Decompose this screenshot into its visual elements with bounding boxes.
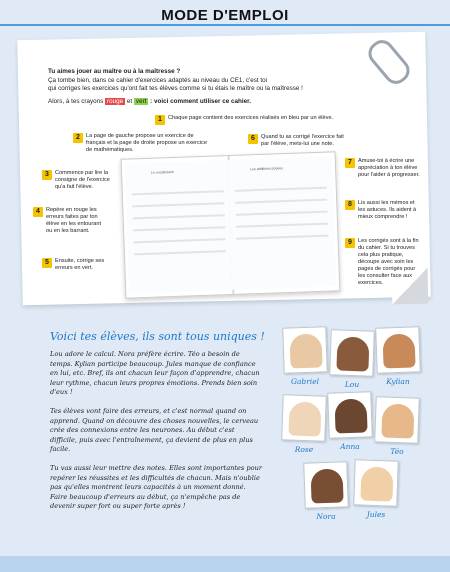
- red-highlight: rouge: [107, 97, 124, 105]
- text-line: [235, 187, 327, 192]
- paragraph: Lou adore le calcul. Nora préfère écrire. Téo a besoin de temps. Kylian participe beaucoup. Jules manque de confiance en lui, etc. Bref, ils ont chacun leur façon d'apprendre, chacun leur rythme, chacun leurs propres émotions. Prends bien soin d'eux !: [50, 350, 260, 397]
- callout-text: Ensuite, corrige ses erreurs en vert.: [55, 258, 105, 271]
- header-rule: [0, 24, 450, 26]
- student-portrait: [374, 396, 420, 444]
- student-name: Téo: [390, 447, 404, 456]
- callout-number: 1: [155, 115, 165, 125]
- student-name: Nora: [316, 512, 336, 521]
- student-name: Rose: [294, 445, 314, 454]
- footer-band: [0, 556, 450, 572]
- student-name: Lou: [344, 380, 360, 389]
- student-name: Anna: [340, 442, 360, 451]
- callout-5: [42, 258, 122, 272]
- left-page-label: Le vocabulaire: [151, 169, 174, 175]
- paragraph: Tu vas aussi leur mettre des notes. Elles sont importantes pour repérer les réussites et les difficultés de chacun. Mais n'oublie pas qu'elles montrent leurs capacités à un moment donné. Faire beaucoup d'erreurs au début, ça n'empêche pas de devenir super fort ou super forte après !: [50, 463, 262, 511]
- page-header: [0, 0, 450, 30]
- intro-question: Tu aimes jouer au maître ou à la maîtresse ?: [48, 68, 181, 75]
- text-line: [134, 250, 226, 255]
- intro-line-3: qui corriges les exercices qu'ont fait tes élèves comme si tu étais le maître ou la maîtresse !: [48, 85, 303, 92]
- student-name: Jules: [366, 510, 386, 519]
- student-face-icon: [289, 333, 322, 368]
- text-line: [235, 199, 327, 204]
- page-title: MODE D'EMPLOI: [161, 6, 289, 24]
- intro-text: [48, 68, 378, 110]
- text-line: [132, 190, 224, 195]
- callout-3: [42, 170, 122, 191]
- student-portrait: [375, 326, 421, 374]
- intro-line-4-end: : voici comment utiliser ce cahier.: [150, 97, 251, 105]
- student-portrait: [353, 459, 399, 507]
- callout-7: [345, 158, 425, 179]
- student-face-icon: [334, 398, 367, 433]
- student-face-icon: [381, 403, 414, 438]
- callout-text: Repère en rouge les erreurs faites par ton élève en les entourant ou en les barrant.: [46, 207, 102, 234]
- student-portrait: [282, 326, 328, 374]
- paragraph: Tes élèves vont faire des erreurs, et c'est normal quand on apprend. Quand on découvre des choses nouvelles, le cerveau crée des connexions entre les neurones. Au début c'est difficile, puis avec l'entraînement, ça devient de plus en plus facile.: [50, 406, 259, 454]
- callout-number: 9: [345, 238, 355, 248]
- callout-6: [248, 134, 353, 148]
- callout-9: [345, 238, 427, 287]
- text-line: [236, 223, 328, 228]
- callout-text: Quand tu as corrigé l'exercice fait par l'élève, mets-lui une note.: [261, 134, 344, 147]
- student-face-icon: [288, 401, 321, 436]
- right-page-label: Les additions posées: [249, 166, 284, 172]
- student-face-icon: [360, 466, 393, 501]
- intro-line-4-start: Alors, à tes crayons: [48, 97, 104, 105]
- intro-line-2: Ça tombe bien, dans ce cahier d'exercices adaptés au niveau du CE1, c'est toi: [48, 76, 268, 84]
- student-portrait: [281, 394, 327, 442]
- text-line: [133, 214, 225, 219]
- student-name: Gabriel: [290, 377, 320, 386]
- callout-number: 2: [73, 133, 83, 143]
- callout-number: 6: [248, 134, 258, 144]
- callout-4: [33, 207, 118, 235]
- student-portrait: [329, 329, 375, 377]
- callout-text: La page de gauche propose un exercice de français et la page de droite propose un exercice de mathématiques.: [86, 133, 207, 153]
- student-name: Kylian: [386, 377, 410, 386]
- callout-text: Lis aussi les mémos et les astuces. Ils aident à mieux comprendre !: [358, 200, 417, 220]
- intro-and: et: [126, 97, 133, 105]
- callout-number: 5: [42, 258, 52, 268]
- workbook-spread: [121, 151, 341, 298]
- callout-number: 7: [345, 158, 355, 168]
- callout-number: 4: [33, 207, 43, 217]
- callout-2: [73, 133, 223, 154]
- callout-text: Chaque page contient des exercices réalisés en bleu par un élève.: [168, 115, 334, 121]
- callout-text: Commence par lire la consigne de l'exercice qu'a fait l'élève.: [55, 170, 110, 190]
- student-portrait: [303, 461, 349, 509]
- callout-text: Les corrigés sont à la fin du cahier. Si tu trouves cela plus pratique, découpe avec soin les pages de corrigés pour les consulter face aux exercices.: [358, 238, 419, 286]
- left-page: [125, 160, 233, 294]
- callout-text: Amuse-toi à écrire une appréciation à ton élève pour l'aider à progresser.: [358, 158, 420, 178]
- text-line: [134, 238, 226, 243]
- student-face-icon: [310, 468, 343, 503]
- callout-1: [155, 115, 365, 125]
- callout-number: 8: [345, 200, 355, 210]
- students-description: [50, 350, 263, 521]
- text-line: [236, 211, 328, 216]
- callout-number: 3: [42, 170, 52, 180]
- right-page: [228, 156, 336, 290]
- student-face-icon: [336, 336, 369, 371]
- student-face-icon: [382, 333, 415, 368]
- text-line: [133, 226, 225, 231]
- student-portrait: [327, 391, 373, 439]
- text-line: [236, 235, 328, 240]
- text-line: [132, 202, 224, 207]
- green-highlight: vert: [135, 97, 147, 105]
- students-section-title: Voici tes élèves, ils sont tous uniques !: [50, 330, 265, 343]
- callout-8: [345, 200, 425, 221]
